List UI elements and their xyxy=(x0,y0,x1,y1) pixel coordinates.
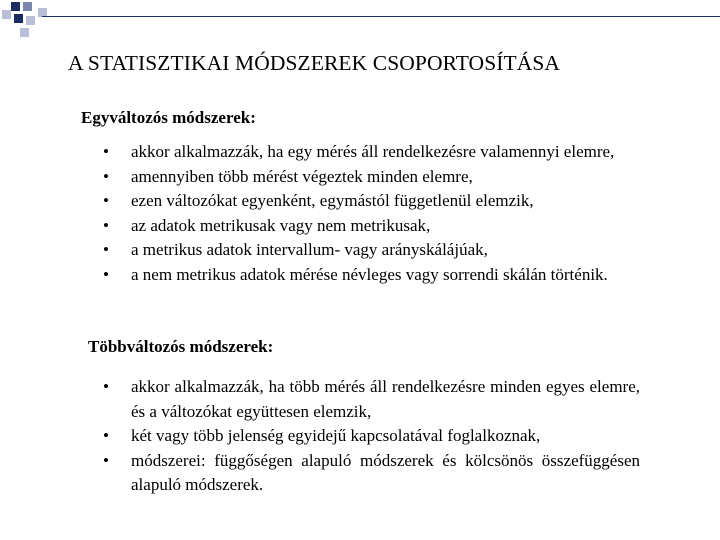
decor-square xyxy=(26,16,35,25)
bullet-icon: • xyxy=(103,264,109,284)
header-rule xyxy=(42,16,720,17)
list-item: • a metrikus adatok intervallum- vagy arányskálájúak, xyxy=(100,238,640,263)
bullet-icon: • xyxy=(103,166,109,186)
decor-square xyxy=(20,28,29,37)
list-item: • ezen változókat egyenként, egymástól függetlenül elemzik, xyxy=(100,189,640,214)
univariate-list xyxy=(100,140,640,287)
bullet-icon: • xyxy=(103,142,109,161)
decor-square xyxy=(11,2,20,11)
list-item: • akkor alkalmazzák, ha egy mérés áll rendelkezésre valamennyi elemre, xyxy=(100,140,640,165)
bullet-icon: • xyxy=(103,215,109,235)
bullet-icon: • xyxy=(103,426,109,445)
decor-square xyxy=(2,10,11,19)
bullet-icon: • xyxy=(103,240,109,259)
multivariate-heading: Többváltozós módszerek: xyxy=(88,337,274,356)
multivariate-list xyxy=(100,375,640,498)
page-title: A STATISZTIKAI MÓDSZEREK CSOPORTOSÍTÁSA xyxy=(68,51,561,75)
bullet-icon: • xyxy=(103,450,109,470)
list-item: • két vagy több jelenség egyidejű kapcsolatával foglalkoznak, xyxy=(100,424,640,449)
list-item: • akkor alkalmazzák, ha több mérés áll rendelkezésre minden egyes elemre, és a változókat együttesen elemzik, xyxy=(100,375,640,424)
bullet-icon: • xyxy=(103,191,109,210)
decor-square xyxy=(14,14,23,23)
bullet-icon: • xyxy=(103,377,109,396)
list-item: • amennyiben több mérést végeztek minden elemre, xyxy=(100,165,640,190)
list-item: • a nem metrikus adatok mérése névleges vagy sorrendi skálán történik. xyxy=(100,263,640,288)
univariate-heading: Egyváltozós módszerek: xyxy=(81,108,256,127)
decor-square xyxy=(23,2,32,11)
list-item: • módszerei: függőségen alapuló módszerek és kölcsönös összefüggésen alapuló módszerek. xyxy=(100,449,640,498)
list-item: • az adatok metrikusak vagy nem metrikusak, xyxy=(100,214,640,239)
